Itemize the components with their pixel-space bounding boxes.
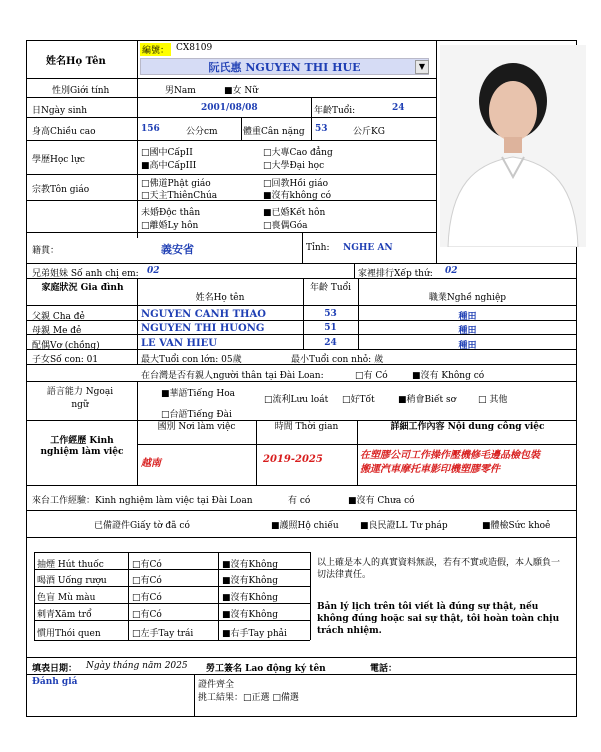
birth-order-value: 02 [445,266,458,276]
oldest-child: 最大Tuổi con lớn: 05歲 [141,355,242,365]
origin-value: 義安省 [161,243,194,256]
edu-option-4[interactable]: □大學Đại học [263,161,325,171]
lang-option-4[interactable]: □好Tốt [342,395,375,405]
relatives-taiwan-yes[interactable]: □有 Có [355,371,388,381]
lang-option-6[interactable]: □ 其他 [478,395,508,405]
height-label: 身高Chiều cao [32,127,96,137]
work-label: 工作經歷 Kinh nghiệm làm việc [40,436,124,457]
work-time-header: 時間 Thời gian [274,422,339,432]
fill-date-value: Ngày tháng năm 2025 [86,661,188,671]
chevron-down-icon[interactable]: ▼ [415,60,429,74]
age-value: 24 [392,103,405,113]
habit-smoking: 抽煙 Hút thuốc [37,560,104,570]
habit-tattoo-yes[interactable]: □有Có [132,610,162,620]
selection-result[interactable]: 挑工結果：□正選 □備選 [198,693,299,703]
edu-option-1[interactable]: □國中CấpII [141,148,193,158]
family-job-2: 種田 [458,326,477,336]
gender-female: ■女 Nữ [224,86,259,96]
doc-passport[interactable]: ■護照Hộ chiếu [271,521,339,531]
lang-option-3[interactable]: □流利Lưu loát [264,395,329,405]
fill-date-label: 填表日期： [32,664,78,674]
habit-smoking-no[interactable]: ■沒有Không [222,560,278,570]
height-unit: 公分cm [186,127,218,137]
weight-unit: 公斤KG [353,127,385,137]
doc-health-check[interactable]: ■體檢Sức khoẻ [482,521,551,531]
age-label: 年齡Tuổi: [314,106,356,116]
province-value: NGHE AN [343,243,393,253]
family-label: 家庭狀況 Gia đình [41,283,124,293]
code-value: CX8109 [176,43,213,53]
relatives-taiwan-no[interactable]: ■沒有 Không có [412,371,485,381]
habit-drinking: 喝酒 Uống rượu [37,576,107,586]
gender-label: 性別Giới tính [52,86,110,96]
family-name-2: NGUYEN THI HUONG [141,323,265,334]
marital-option-2[interactable]: □離婚Ly hôn [141,221,199,231]
family-name-header: 姓名Họ tên [195,293,245,303]
habit-tattoo-no[interactable]: ■沒有Không [222,610,278,620]
height-value: 156 [141,124,160,134]
declaration-zh: 以上確是本人的真實資料無誤，若有不實或造假，本人願負一切法律責任。 [317,558,561,580]
rel-option-2[interactable]: □天主ThiênChúa [141,191,218,201]
family-age-2: 51 [324,323,337,333]
full-name-field[interactable]: 阮氏惠 NGUYEN THI HUE [140,58,429,75]
family-job-1: 種田 [458,312,477,322]
habit-smoking-yes[interactable]: □有Có [132,560,162,570]
family-job-3: 種田 [458,341,477,351]
rel-option-1[interactable]: □佛道Phật giáo [141,179,211,189]
work-time-1: 2019-2025 [263,454,323,465]
religion-label: 宗教Tôn giáo [32,185,90,195]
dob-label: 日Ngày sinh [32,106,88,116]
doc-police-record[interactable]: ■良民證LL Tư pháp [360,521,448,531]
docs-complete: 證件齊全 [198,680,235,690]
work-detail-1a: 在塑膠公司工作操作壓機修毛邊品檢包裝 [360,450,540,461]
marital-option-4[interactable]: □喪偶Góa [263,221,308,231]
family-name-1: NGUYEN CANH THAO [141,309,266,320]
family-age-3: 24 [324,338,337,348]
declaration-vi: Bản lý lịch trên tôi viết là đúng sự thật, nếu không đúng hoặc sai sự thật, tôi hoàn toàn chịu trách nhiệm. [317,602,560,636]
phone-label: 電話： [370,664,398,674]
weight-value: 53 [315,124,328,134]
family-name-3: LE VAN HIEU [141,338,217,349]
taiwan-work-yes[interactable]: 有 có [288,496,311,506]
family-age-1: 53 [324,309,337,319]
habit-handedness-left[interactable]: □左手Tay trái [132,629,194,639]
rel-option-4[interactable]: ■沒有không có [263,191,332,201]
habit-drinking-yes[interactable]: □有Có [132,576,162,586]
siblings-value: 02 [147,266,160,276]
habit-colorblind-yes[interactable]: □有Có [132,593,162,603]
rel-option-3[interactable]: □回教Hồi giáo [263,179,329,189]
work-place-header: 國別 Nơi làm việc [157,422,236,432]
family-relation-1: 父親 Cha đẻ [32,312,85,322]
lang-option-1[interactable]: ■華語Tiếng Hoa [161,389,235,399]
taiwan-work-label: 來台工作經驗：Kinh nghiệm làm việc tại Đài Loan [32,496,253,506]
youngest-child: 最小Tuổi con nhỏ: 歲 [291,355,384,365]
habit-drinking-no[interactable]: ■沒有Không [222,576,278,586]
name-label: 姓名Họ Tên [46,56,106,67]
work-detail-1b: 搬運汽車摩托車影印機塑膠零件 [360,464,500,475]
dob-value: 2001/08/08 [201,103,258,113]
code-label: 編號： [140,43,171,56]
marital-option-3[interactable]: ■已婚Kết hôn [263,208,326,218]
edu-option-3[interactable]: □大專Cao đẳng [263,148,333,158]
work-detail-header: 詳細工作內容 Nội dung công việc [390,422,545,432]
birth-order-label: 家裡排行Xếp thứ: [358,269,433,279]
taiwan-work-no[interactable]: ■沒有 Chưa có [348,496,415,506]
relatives-taiwan-label: 在台灣是否有親人người thân tại Đài Loan: [141,371,324,381]
habit-colorblind: 色盲 Mù màu [37,593,96,603]
evaluation-label: Đánh giá [32,677,78,687]
family-job-header: 職業Nghề nghiệp [428,293,507,303]
habit-tattoo: 刺青Xăm trổ [37,610,92,620]
weight-label: 體重Cân nặng [243,127,305,137]
language-label: 語言能力 Ngoại ngữ [46,387,114,410]
family-relation-3: 配偶Vợ (chồng) [32,341,100,351]
lang-option-5[interactable]: ■稍會Biết sơ [398,395,457,405]
portrait-photo [440,45,586,247]
family-relation-2: 母親 Mẹ đẻ [32,326,82,336]
habit-handedness-right[interactable]: ■右手Tay phải [222,629,287,639]
family-age-header: 年齡 Tuổi [309,283,352,293]
work-place-1: 越南 [141,458,161,469]
marital-option-1[interactable]: 未婚Độc thân [141,208,201,218]
signature-label: 勞工簽名 Lao động ký tên [206,664,326,674]
lang-option-2[interactable]: □台語Tiếng Đài [161,410,232,420]
children-label: 子女Số con: 01 [32,355,99,365]
gender-male: 男Nam [165,86,196,96]
edu-option-2[interactable]: ■高中CấpIII [141,161,197,171]
province-label: Tỉnh: [306,243,330,253]
documents-label: 已備證件Giấy tờ đã có [94,521,190,531]
origin-label: 籍貫： [32,246,60,256]
habit-handedness: 慣用Thói quen [37,629,101,639]
siblings-label: 兄弟姐妹 Số anh chị em: [32,269,139,279]
education-label: 學歷Học lực [32,155,85,165]
habit-colorblind-no[interactable]: ■沒有Không [222,593,278,603]
